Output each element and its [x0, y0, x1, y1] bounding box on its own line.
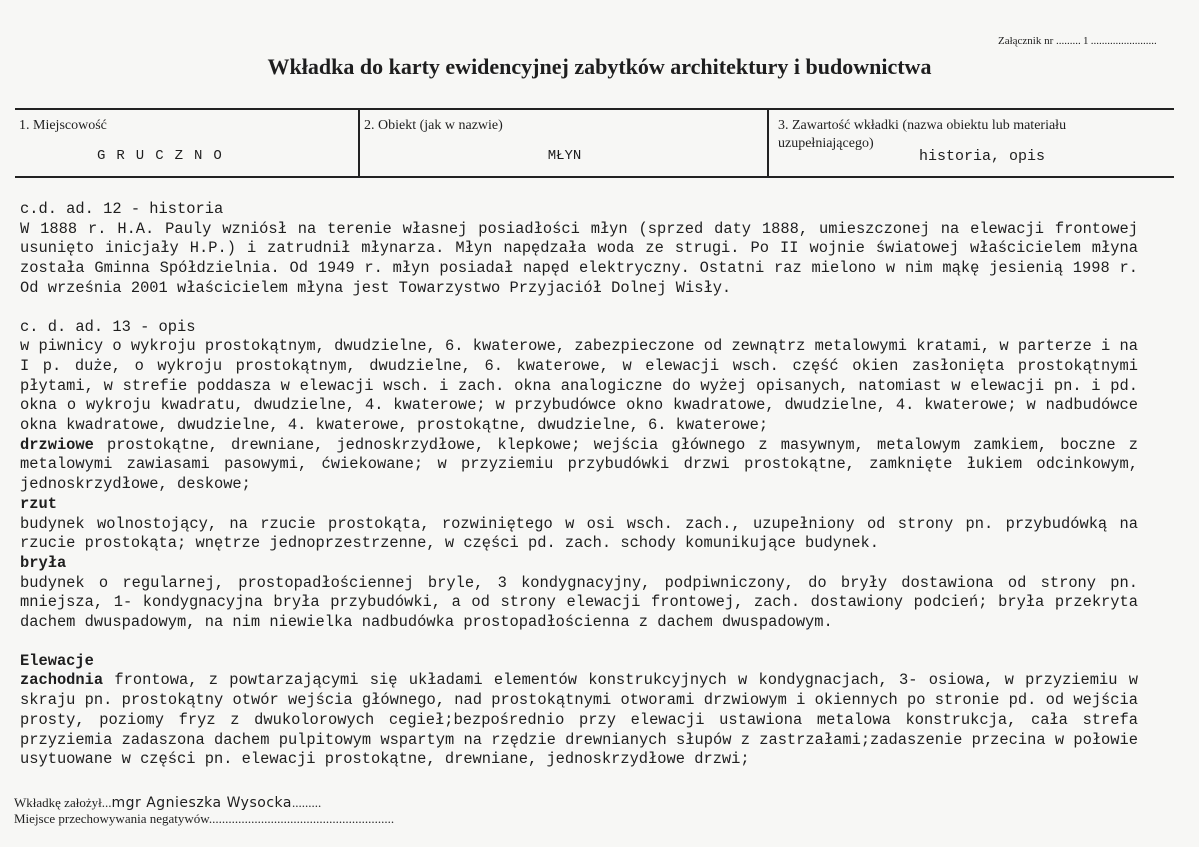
history-heading: c.d. ad. 12 - historia	[20, 200, 224, 218]
author-line: Wkładkę założył...mgr Agnieszka Wysocka.........	[14, 795, 322, 811]
mass-text: budynek o regularnej, prostopadłościennej bryle, 3 kondygnacyjny, podpiwniczony, do bryły dostawiona od strony pn. mniejsza, 1- kondygnacyjna bryła przybudówki, a od strony elewacji frontowej, zach. dostawiony podcień; bryła przekryta dachem dwuspadowym, na nim niewielka nadbudówka prostopadłościenna z dachem dwuspadowym.	[20, 573, 1138, 632]
locality-value: GRUCZNO	[97, 148, 233, 164]
object-cell	[358, 110, 767, 176]
content-value: historia, opis	[919, 148, 1046, 165]
windows-text: w piwnicy o wykroju prostokątnym, dwudzielne, 6. kwaterowe, zabezpieczone od zewnątrz metalowymi kratami, w parterze i na I p. duże, o wykroju prostokątnym, dwudzielne, 6. kwaterowe, w elewacji wsch. część okien zasłonięta prostokątnymi płytami, w strefie poddasza w elewacji wsch. i zach. okna analogiczne do wyżej opisanych, natomiast w elewacji pn. i pd. okna o wykroju kwadratu, dwudzielne, 4. kwaterowe; w przybudówce okno kwadratowe, dwudzielne, 4. kwaterowe; w nadbudówce okna kwadratowe, dwudzielne, 4. kwaterowe, prostokątne, dwudzielne, 6. kwaterowe;	[20, 337, 1138, 435]
doors-paragraph	[20, 436, 1138, 495]
doors-label: drzwiowe	[20, 435, 94, 454]
locality-cell	[15, 110, 358, 176]
plan-label: rzut	[20, 494, 57, 513]
doors-text: prostokątne, drewniane, jednoskrzydłowe, klepkowe; wejścia głównego z masywnym, metalowym zamkiem, boczne z metalowymi zawiasami pasowymi, ćwiekowane; w przyziemiu przybudówki drzwi prostokątne, zamknięte łukiem odcinkowym, jednoskrzydłowe, deskowe;	[20, 435, 1138, 494]
mass-label: bryła	[20, 553, 67, 572]
annex-value: 1	[1083, 35, 1089, 47]
storage-line: Miejsce przechowywania negatywów.........................................................	[14, 811, 395, 826]
header-table	[15, 108, 1174, 178]
annex-number: Załącznik nr ......... 1 ........................	[998, 35, 1157, 47]
object-label: 2. Obiekt (jak w nazwie)	[364, 118, 503, 133]
content-label: 3. Zawartość wkładki (nazwa obiektu lub materiału uzupełniającego)	[778, 118, 1067, 151]
description-heading: c. d. ad. 13 - opis	[20, 317, 196, 336]
locality-label: 1. Miejscowość	[19, 118, 107, 133]
object-value: MŁYN	[547, 148, 582, 164]
west-elevation-label: zachodnia	[20, 671, 104, 690]
document-body	[20, 200, 1138, 770]
plan-text: budynek wolnostojący, na rzucie prostokąta, rozwiniętego w osi wsch. zach., uzupełniony od strony pn. przybudówką na rzucie prostokąta; wnętrze jednoprzestrzenne, w części pd. zach. schody komunikujące budynek.	[20, 514, 1138, 553]
content-cell	[767, 110, 1174, 176]
document-title: Wkładka do karty ewidencyjnej zabytków architektury i budownictwa	[267, 54, 932, 79]
west-elevation-text: frontowa, z powtarzającymi się układami elementów konstrukcyjnych w kondygnacjach, 3- osiowa, w przyziemiu w skraju pn. prostokątny otwór wejścia głównego, nad prostokątnymi otworami drzwiowym i okiennych po stronie pd. od wejścia prosty, poziomy fryz z dwukolorowych cegieł;bezpośrednio przy elewacji ustawiona metalowa konstrukcja, cała strefa przyziemia zadaszona dachem pulpitowym wspartym na rzędzie drewnianych słupów z zastrzałami;zadaszenie przecina w połowie usytuowane w części pn. elewacji prostokątne, drewniane, jednoskrzydłowe drzwi;	[20, 671, 1138, 769]
storage-label: Miejsce przechowywania negatywów	[14, 811, 209, 826]
west-elevation-paragraph	[20, 671, 1138, 770]
footer	[14, 795, 394, 827]
author-label: Wkładkę założył	[14, 795, 102, 810]
annex-label: Załącznik nr	[998, 35, 1054, 47]
history-text: W 1888 r. H.A. Pauly wzniósł na terenie własnej posiadłości młyn (sprzed daty 1888, umieszczonej na elewacji frontowej usunięto inicjały H.P.) i zatrudnił młynarza. Młyn napędzała woda ze strugi. Po II wojnie światowej właścicielem młyna została Gminna Spółdzielnia. Od 1949 r. młyn posiadał napęd elektryczny. Ostatni raz mielono w nim mąkę jesienią 1998 r. Od września 2001 właścicielem młyna jest Towarzystwo Przyjaciół Dolnej Wisły.	[20, 219, 1138, 297]
author-value: mgr Agnieszka Wysocka	[111, 795, 292, 811]
elevations-label: Elewacje	[20, 651, 94, 670]
